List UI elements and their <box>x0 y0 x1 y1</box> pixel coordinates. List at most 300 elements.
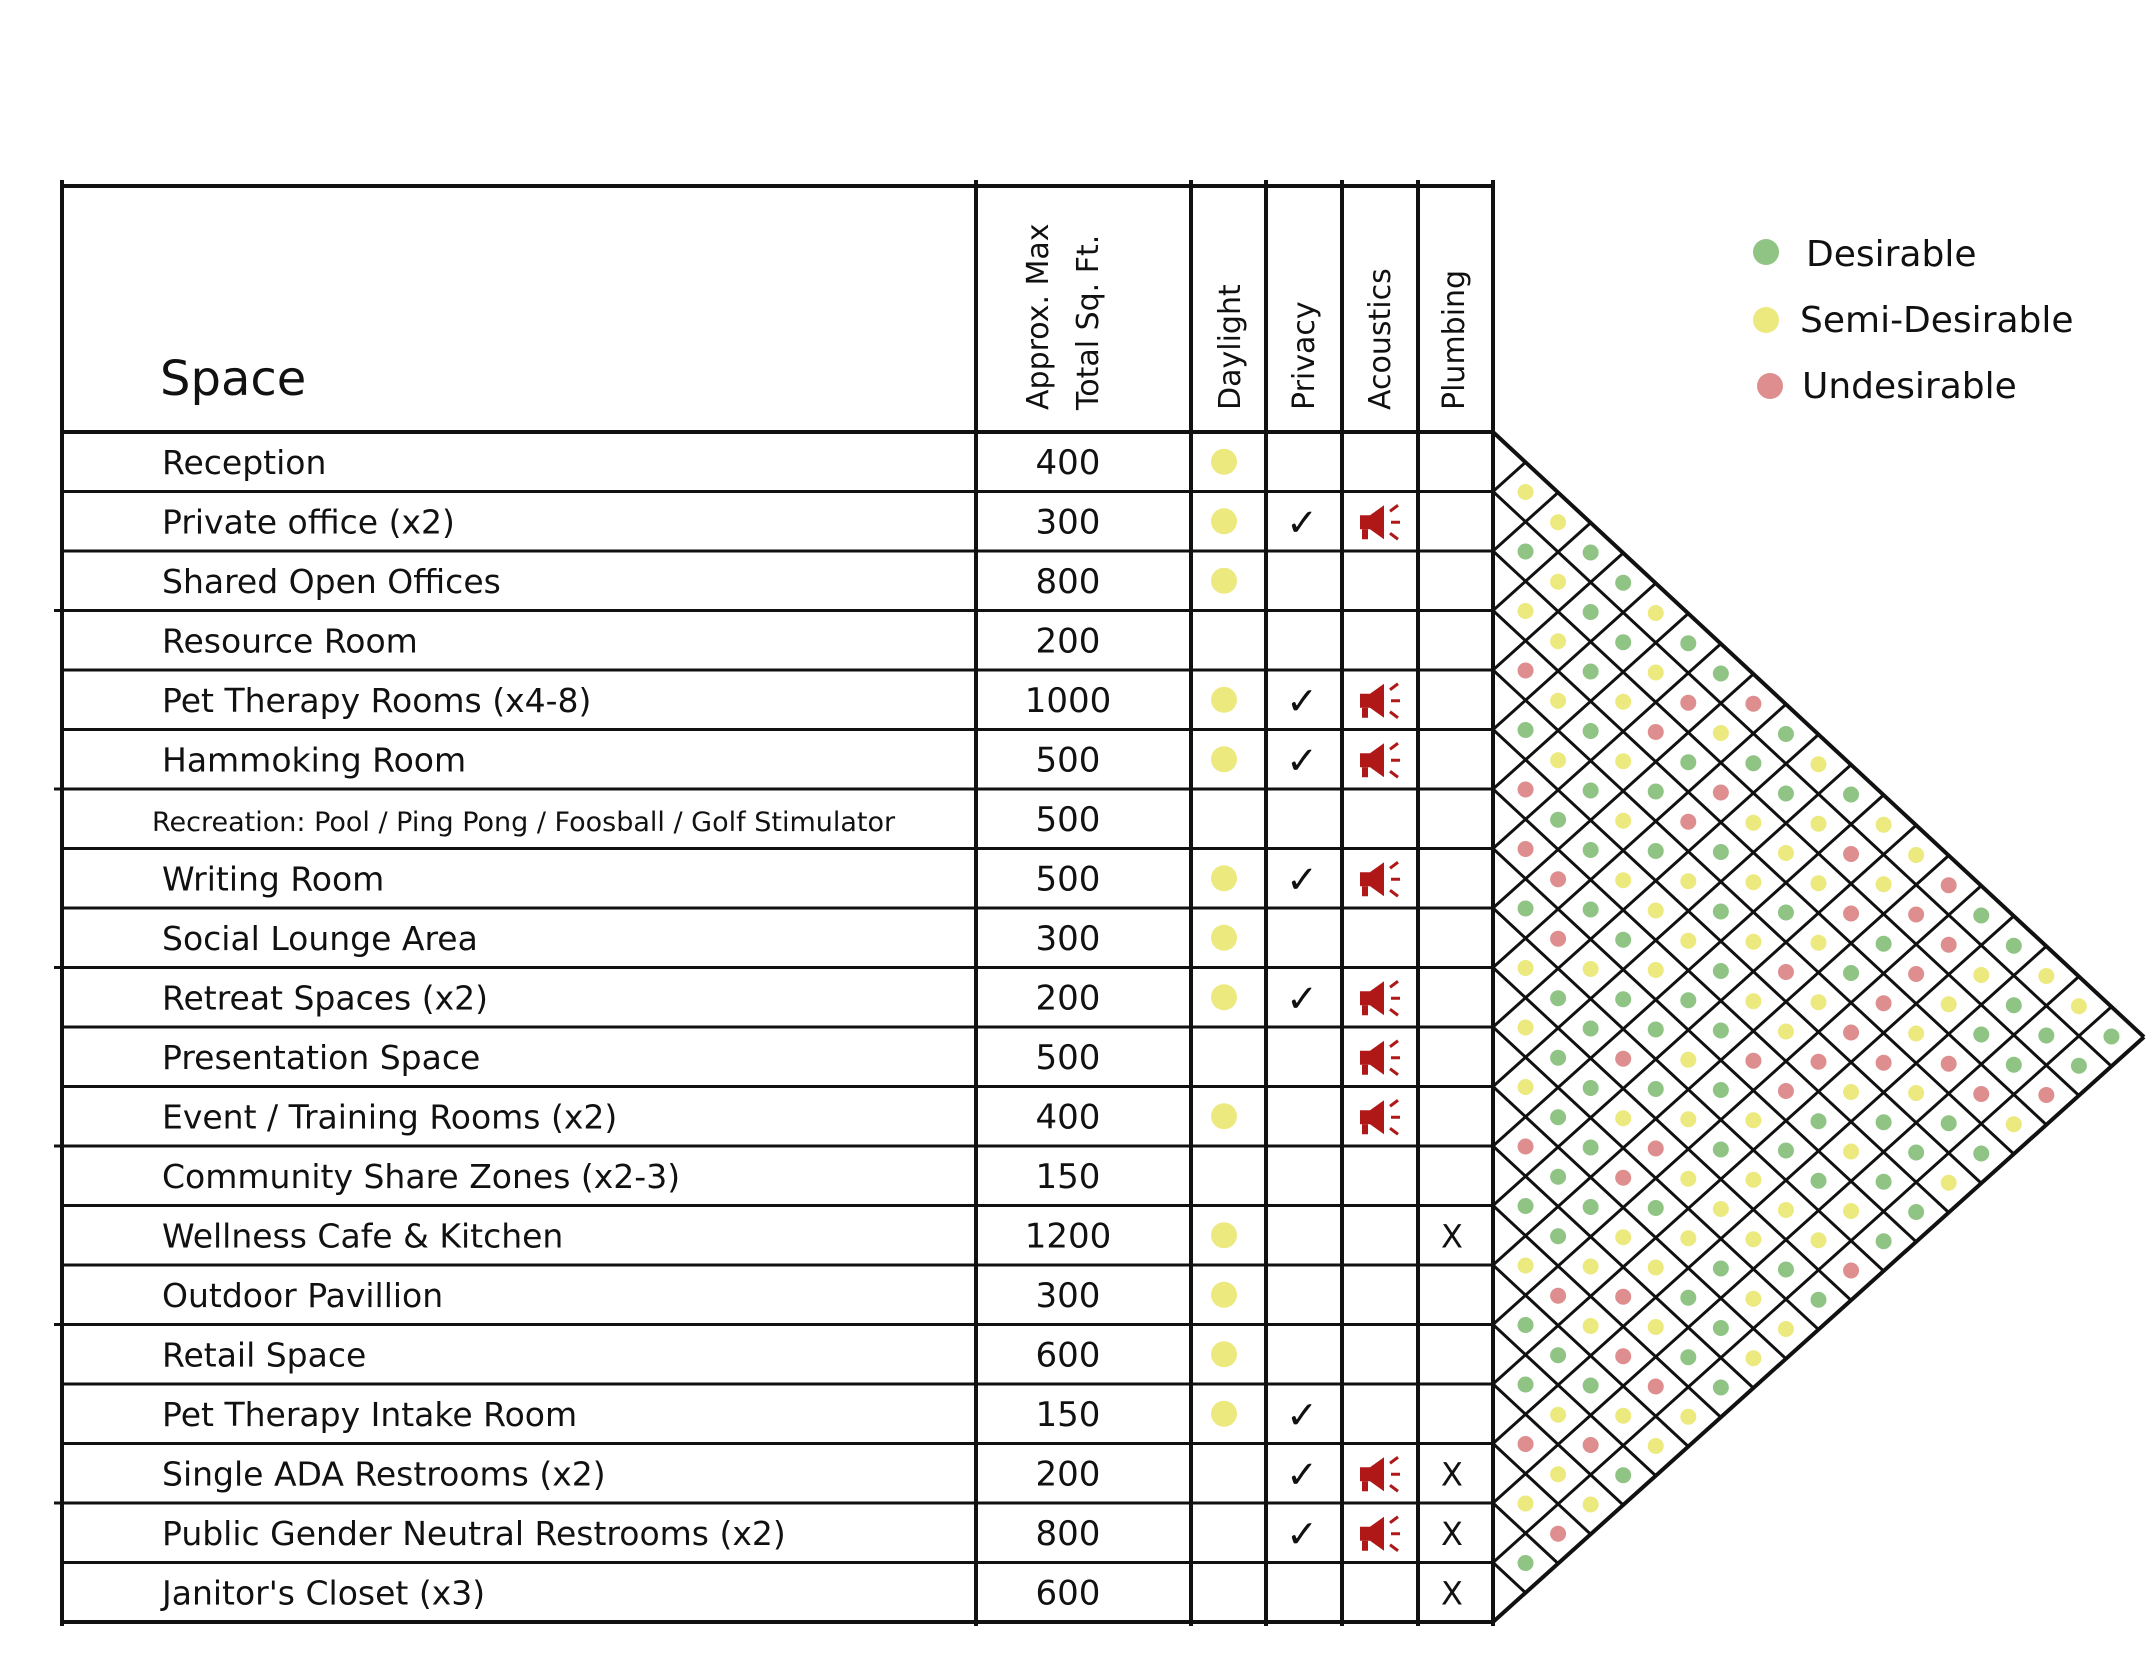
matrix-adjacency-dot <box>1615 1408 1631 1424</box>
table-row <box>162 1097 1400 1137</box>
matrix-adjacency-dot <box>1518 1020 1534 1036</box>
matrix-adjacency-dot <box>1680 1171 1696 1187</box>
matrix-adjacency-dot <box>1843 965 1859 981</box>
table-row <box>162 500 1400 544</box>
matrix-adjacency-dot <box>1843 787 1859 803</box>
row-sqft-value: 600 <box>1035 1335 1101 1376</box>
row-sqft-value: 800 <box>1035 561 1101 602</box>
matrix-adjacency-dot <box>1615 1229 1631 1245</box>
matrix-adjacency-dot <box>1713 1142 1729 1158</box>
acoustics-speaker-icon <box>1360 505 1400 539</box>
matrix-adjacency-dot <box>1713 1320 1729 1336</box>
matrix-adjacency-dot <box>1550 514 1566 530</box>
matrix-adjacency-dot <box>1518 1436 1534 1452</box>
acoustics-speaker-icon <box>1360 1041 1400 1075</box>
row-sqft-value: 200 <box>1035 978 1101 1019</box>
matrix-adjacency-dot <box>1680 992 1696 1008</box>
matrix-adjacency-dot <box>1778 1143 1794 1159</box>
matrix-adjacency-dot <box>1876 1233 1892 1249</box>
matrix-adjacency-dot <box>1713 785 1729 801</box>
matrix-adjacency-dot <box>1550 1109 1566 1125</box>
matrix-adjacency-dot <box>1615 694 1631 710</box>
matrix-adjacency-dot <box>1811 935 1827 951</box>
matrix-adjacency-dot <box>1615 813 1631 829</box>
matrix-adjacency-dot <box>1583 961 1599 977</box>
table-row <box>162 679 1400 723</box>
table-row <box>162 919 1237 959</box>
matrix-adjacency-dot <box>1811 1054 1827 1070</box>
matrix-adjacency-dot <box>1518 544 1534 560</box>
legend-label-semi-desirable: Semi-Desirable <box>1800 300 2074 341</box>
matrix-adjacency-dot <box>1648 903 1664 919</box>
matrix-adjacency-dot <box>1745 755 1761 771</box>
matrix-grid-line <box>1493 765 1851 1087</box>
plumbing-mark: X <box>1441 1574 1463 1613</box>
matrix-adjacency-dot <box>1973 1086 1989 1102</box>
row-sqft-value: 150 <box>1035 1156 1101 1197</box>
row-sqft-value: 150 <box>1035 1394 1101 1435</box>
row-sqft-value: 1000 <box>1024 680 1112 721</box>
matrix-adjacency-dot <box>1811 1232 1827 1248</box>
row-space-label: Community Share Zones (x2-3) <box>162 1156 681 1196</box>
matrix-adjacency-dot <box>1518 663 1534 679</box>
matrix-adjacency-dot <box>1843 846 1859 862</box>
row-sqft-value: 500 <box>1035 859 1101 900</box>
plumbing-mark: X <box>1441 1514 1463 1553</box>
matrix-adjacency-dot <box>1680 1111 1696 1127</box>
matrix-adjacency-dot <box>1843 1263 1859 1279</box>
matrix-adjacency-dot <box>1583 545 1599 561</box>
acoustics-speaker-icon <box>1360 1457 1400 1491</box>
privacy-check: ✓ <box>1286 857 1318 902</box>
matrix-adjacency-dot <box>2038 968 2054 984</box>
matrix-grid-line <box>1493 795 1884 1146</box>
matrix-adjacency-dot <box>1778 1202 1794 1218</box>
matrix-adjacency-dot <box>1713 666 1729 682</box>
matrix-adjacency-dot <box>1550 1407 1566 1423</box>
matrix-adjacency-dot <box>1745 696 1761 712</box>
row-space-label: Wellness Cafe & Kitchen <box>162 1216 564 1256</box>
daylight-dot <box>1211 1222 1237 1248</box>
matrix-adjacency-dot <box>2006 1057 2022 1073</box>
matrix-adjacency-dot <box>1908 907 1924 923</box>
table-row <box>162 976 1400 1020</box>
matrix-grid-line <box>1493 704 1786 967</box>
row-sqft-value: 800 <box>1035 1513 1101 1554</box>
matrix-adjacency-dot <box>1615 753 1631 769</box>
header-plumbing: Plumbing <box>1437 269 1472 410</box>
matrix-adjacency-dot <box>2006 1116 2022 1132</box>
matrix-adjacency-dot <box>1550 812 1566 828</box>
row-sqft-value: 400 <box>1035 1097 1101 1138</box>
matrix-adjacency-dot <box>1778 845 1794 861</box>
row-sqft-value: 400 <box>1035 442 1101 483</box>
matrix-adjacency-dot <box>1615 1170 1631 1186</box>
matrix-adjacency-dot <box>1518 960 1534 976</box>
matrix-adjacency-dot <box>1680 933 1696 949</box>
matrix-adjacency-dot <box>1583 1080 1599 1096</box>
matrix-adjacency-dot <box>1615 1051 1631 1067</box>
matrix-adjacency-dot <box>1941 1056 1957 1072</box>
matrix-adjacency-dot <box>2038 1087 2054 1103</box>
row-space-label: Hammoking Room <box>162 740 467 780</box>
matrix-adjacency-dot <box>2071 998 2087 1014</box>
matrix-adjacency-dot <box>1550 990 1566 1006</box>
row-sqft-value: 200 <box>1035 1454 1101 1495</box>
matrix-adjacency-dot <box>1648 962 1664 978</box>
table-row <box>152 800 1100 840</box>
matrix-adjacency-dot <box>1583 1318 1599 1334</box>
matrix-adjacency-dot <box>1648 1319 1664 1335</box>
acoustics-speaker-icon <box>1360 862 1400 896</box>
matrix-adjacency-dot <box>1876 1114 1892 1130</box>
matrix-adjacency-dot <box>1518 603 1534 619</box>
matrix-adjacency-dot <box>1680 1230 1696 1246</box>
matrix-grid-line <box>1493 968 1851 1301</box>
matrix-adjacency-dot <box>1518 1377 1534 1393</box>
matrix-adjacency-dot <box>1648 665 1664 681</box>
matrix-adjacency-dot <box>1615 991 1631 1007</box>
row-sqft-value: 500 <box>1035 1037 1101 1078</box>
matrix-adjacency-dot <box>1648 605 1664 621</box>
table-row <box>162 621 1100 661</box>
matrix-adjacency-dot <box>1713 1380 1729 1396</box>
row-sqft-value: 500 <box>1035 799 1101 840</box>
matrix-adjacency-dot <box>1876 876 1892 892</box>
matrix-adjacency-dot <box>1843 906 1859 922</box>
matrix-adjacency-dot <box>1648 784 1664 800</box>
matrix-adjacency-dot <box>1518 1496 1534 1512</box>
matrix-adjacency-dot <box>1680 814 1696 830</box>
privacy-check: ✓ <box>1286 1452 1318 1497</box>
row-space-label: Pet Therapy Intake Room <box>162 1394 578 1434</box>
privacy-check: ✓ <box>1286 678 1318 723</box>
row-space-label: Writing Room <box>162 859 385 899</box>
matrix-adjacency-dot <box>1713 1261 1729 1277</box>
matrix-adjacency-dot <box>1615 1289 1631 1305</box>
matrix-adjacency-dot <box>1518 1198 1534 1214</box>
matrix-adjacency-dot <box>1680 754 1696 770</box>
matrix-adjacency-dot <box>1583 604 1599 620</box>
daylight-dot <box>1211 925 1237 951</box>
matrix-adjacency-dot <box>1583 842 1599 858</box>
matrix-grid-line <box>1493 1087 1786 1359</box>
matrix-adjacency-dot <box>1973 1027 1989 1043</box>
matrix-adjacency-dot <box>1811 875 1827 891</box>
matrix-adjacency-dot <box>1680 1290 1696 1306</box>
matrix-adjacency-dot <box>1615 1348 1631 1364</box>
matrix-grid-line <box>1493 886 1981 1325</box>
privacy-check: ✓ <box>1286 976 1318 1021</box>
table-row <box>162 1393 1318 1437</box>
matrix-adjacency-dot <box>1908 966 1924 982</box>
matrix-adjacency-dot <box>1713 1023 1729 1039</box>
matrix-adjacency-dot <box>1648 1081 1664 1097</box>
acoustics-speaker-icon <box>1360 743 1400 777</box>
table-row <box>162 1157 1100 1197</box>
row-space-label: Private office (x2) <box>162 502 455 542</box>
matrix-adjacency-dot <box>1615 575 1631 591</box>
matrix-adjacency-dot <box>1518 1317 1534 1333</box>
matrix-adjacency-dot <box>2006 938 2022 954</box>
daylight-dot <box>1211 984 1237 1010</box>
legend <box>1753 234 2074 407</box>
table-row <box>162 1276 1237 1316</box>
row-sqft-value: 300 <box>1035 502 1101 543</box>
matrix-adjacency-dot <box>1615 1467 1631 1483</box>
plumbing-mark: X <box>1441 1217 1463 1256</box>
row-space-label: Janitor's Closet (x3) <box>162 1573 486 1613</box>
matrix-adjacency-dot <box>1941 1115 1957 1131</box>
matrix-adjacency-dot <box>1811 1113 1827 1129</box>
matrix-adjacency-dot <box>1908 1026 1924 1042</box>
row-space-label: Presentation Space <box>162 1037 481 1077</box>
matrix-adjacency-dot <box>1615 932 1631 948</box>
row-space-label: Single ADA Restrooms (x2) <box>162 1454 606 1494</box>
header-space: Space <box>160 351 307 407</box>
adjacency-matrix <box>1493 432 2144 1622</box>
row-sqft-value: 300 <box>1035 1275 1101 1316</box>
matrix-adjacency-dot <box>1713 1082 1729 1098</box>
matrix-adjacency-dot <box>1583 723 1599 739</box>
table-row <box>162 1335 1237 1375</box>
matrix-adjacency-dot <box>1550 1466 1566 1482</box>
legend-dot-desirable <box>1753 239 1779 265</box>
privacy-check: ✓ <box>1286 500 1318 545</box>
matrix-adjacency-dot <box>1583 1497 1599 1513</box>
matrix-adjacency-dot <box>1876 995 1892 1011</box>
matrix-adjacency-dot <box>1973 967 1989 983</box>
matrix-adjacency-dot <box>1876 817 1892 833</box>
daylight-dot <box>1211 746 1237 772</box>
acoustics-speaker-icon <box>1360 981 1400 1015</box>
matrix-grid-line <box>1493 730 1981 1184</box>
matrix-adjacency-dot <box>1745 1053 1761 1069</box>
matrix-adjacency-dot <box>1843 1025 1859 1041</box>
matrix-adjacency-dot <box>1811 994 1827 1010</box>
matrix-adjacency-dot <box>1680 635 1696 651</box>
matrix-adjacency-dot <box>1583 902 1599 918</box>
matrix-adjacency-dot <box>1550 752 1566 768</box>
header-acoustics: Acoustics <box>1363 268 1398 410</box>
row-space-label: Retail Space <box>162 1335 367 1375</box>
matrix-adjacency-dot <box>2038 1028 2054 1044</box>
legend-label-undesirable: Undesirable <box>1802 366 2017 407</box>
matrix-adjacency-dot <box>1745 815 1761 831</box>
matrix-adjacency-dot <box>1843 1203 1859 1219</box>
matrix-adjacency-dot <box>1745 1291 1761 1307</box>
matrix-adjacency-dot <box>1518 1079 1534 1095</box>
matrix-adjacency-dot <box>1550 1347 1566 1363</box>
matrix-adjacency-dot <box>2103 1029 2119 1045</box>
acoustics-speaker-icon <box>1360 1100 1400 1134</box>
matrix-adjacency-dot <box>1811 1173 1827 1189</box>
matrix-adjacency-dot <box>1550 931 1566 947</box>
matrix-adjacency-dot <box>1615 1110 1631 1126</box>
row-space-label: Pet Therapy Rooms (x4-8) <box>162 680 592 720</box>
matrix-grid-line <box>1493 916 2014 1384</box>
matrix-adjacency-dot <box>1908 1204 1924 1220</box>
matrix-adjacency-dot <box>1778 1262 1794 1278</box>
matrix-adjacency-dot <box>1648 1438 1664 1454</box>
matrix-grid-line <box>1493 583 1656 729</box>
matrix-adjacency-dot <box>1745 993 1761 1009</box>
matrix-adjacency-dot <box>1745 1231 1761 1247</box>
matrix-adjacency-dot <box>1941 996 1957 1012</box>
matrix-adjacency-dot <box>1648 724 1664 740</box>
matrix-adjacency-dot <box>1908 1145 1924 1161</box>
privacy-check: ✓ <box>1286 738 1318 783</box>
matrix-adjacency-dot <box>1583 1259 1599 1275</box>
row-sqft-value: 1200 <box>1024 1216 1112 1257</box>
matrix-adjacency-dot <box>1518 782 1534 798</box>
row-space-label: Shared Open Offices <box>162 561 501 601</box>
row-sqft-value: 300 <box>1035 918 1101 959</box>
header-daylight: Daylight <box>1213 284 1248 410</box>
table-row <box>162 857 1400 901</box>
table-row <box>162 443 1237 483</box>
legend-label-desirable: Desirable <box>1806 234 1977 275</box>
matrix-grid-line <box>1493 1325 1656 1476</box>
matrix-adjacency-dot <box>1973 1146 1989 1162</box>
matrix-adjacency-dot <box>1680 1349 1696 1365</box>
matrix-adjacency-dot <box>1713 1201 1729 1217</box>
acoustics-speaker-icon <box>1360 684 1400 718</box>
matrix-adjacency-dot <box>1778 964 1794 980</box>
header-privacy: Privacy <box>1287 301 1322 410</box>
matrix-adjacency-dot <box>1680 873 1696 889</box>
matrix-adjacency-dot <box>1713 844 1729 860</box>
matrix-adjacency-dot <box>1550 574 1566 590</box>
matrix-adjacency-dot <box>1973 908 1989 924</box>
matrix-adjacency-dot <box>1550 633 1566 649</box>
matrix-adjacency-dot <box>1518 722 1534 738</box>
matrix-adjacency-dot <box>1583 783 1599 799</box>
row-space-label: Recreation: Pool / Ping Pong / Foosball / Golf Stimulator <box>152 806 896 838</box>
matrix-adjacency-dot <box>1518 901 1534 917</box>
daylight-dot <box>1211 449 1237 475</box>
matrix-adjacency-dot <box>1778 1083 1794 1099</box>
matrix-adjacency-dot <box>1680 1409 1696 1425</box>
matrix-adjacency-dot <box>1583 1021 1599 1037</box>
matrix-adjacency-dot <box>1550 1228 1566 1244</box>
matrix-adjacency-dot <box>1713 725 1729 741</box>
matrix-adjacency-dot <box>1941 877 1957 893</box>
matrix-adjacency-dot <box>1648 1200 1664 1216</box>
table-row <box>162 1038 1400 1078</box>
row-space-label: Social Lounge Area <box>162 918 478 958</box>
matrix-grid-line <box>1493 735 1819 1028</box>
header-sqft <box>1021 223 1106 411</box>
matrix-adjacency-dot <box>1778 905 1794 921</box>
matrix-adjacency-dot <box>1876 936 1892 952</box>
matrix-adjacency-dot <box>1518 484 1534 500</box>
row-space-label: Retreat Spaces (x2) <box>162 978 489 1018</box>
matrix-adjacency-dot <box>2006 997 2022 1013</box>
matrix-adjacency-dot <box>1811 1292 1827 1308</box>
row-space-label: Public Gender Neutral Restrooms (x2) <box>162 1513 786 1553</box>
matrix-adjacency-dot <box>1648 1260 1664 1276</box>
daylight-dot <box>1211 508 1237 534</box>
plumbing-mark: X <box>1441 1455 1463 1494</box>
matrix-adjacency-dot <box>1518 1139 1534 1155</box>
row-sqft-value: 600 <box>1035 1573 1101 1614</box>
matrix-adjacency-dot <box>1615 634 1631 650</box>
row-space-label: Resource Room <box>162 621 418 661</box>
matrix-adjacency-dot <box>1713 904 1729 920</box>
matrix-adjacency-dot <box>1778 786 1794 802</box>
matrix-adjacency-dot <box>1583 1378 1599 1394</box>
matrix-adjacency-dot <box>1518 1258 1534 1274</box>
matrix-adjacency-dot <box>1583 664 1599 680</box>
matrix-adjacency-dot <box>1583 1437 1599 1453</box>
daylight-dot <box>1211 1103 1237 1129</box>
table-row <box>162 562 1237 602</box>
matrix-adjacency-dot <box>1745 1350 1761 1366</box>
matrix-adjacency-dot <box>1713 963 1729 979</box>
matrix-adjacency-dot <box>1680 1052 1696 1068</box>
header-sqft-line2: Total Sq. Ft. <box>1071 234 1106 410</box>
matrix-adjacency-dot <box>1778 1024 1794 1040</box>
matrix-adjacency-dot <box>1876 1174 1892 1190</box>
row-space-label: Outdoor Pavillion <box>162 1275 444 1315</box>
matrix-adjacency-dot <box>1941 1175 1957 1191</box>
matrix-adjacency-dot <box>1648 1022 1664 1038</box>
matrix-adjacency-dot <box>1745 874 1761 890</box>
matrix-adjacency-dot <box>1583 1140 1599 1156</box>
daylight-dot <box>1211 568 1237 594</box>
matrix-grid-line <box>1493 977 2079 1504</box>
header-sqft-line1: Approx. Max <box>1021 223 1056 410</box>
matrix-adjacency-dot <box>2071 1058 2087 1074</box>
matrix-adjacency-dot <box>1550 1288 1566 1304</box>
matrix-adjacency-dot <box>1745 1172 1761 1188</box>
matrix-adjacency-dot <box>1811 816 1827 832</box>
matrix-adjacency-dot <box>1518 1555 1534 1571</box>
legend-dot-semi-desirable <box>1753 307 1779 333</box>
daylight-dot <box>1211 1401 1237 1427</box>
row-space-label: Reception <box>162 442 327 482</box>
matrix-adjacency-dot <box>1648 1141 1664 1157</box>
row-space-label: Event / Training Rooms (x2) <box>162 1097 618 1137</box>
row-sqft-value: 500 <box>1035 740 1101 781</box>
matrix-grid-line <box>1493 946 2046 1443</box>
matrix-adjacency-dot <box>1843 1144 1859 1160</box>
matrix-adjacency-dot <box>1583 1199 1599 1215</box>
matrix-adjacency-dot <box>1550 871 1566 887</box>
legend-dot-undesirable <box>1757 373 1783 399</box>
matrix-adjacency-dot <box>1648 843 1664 859</box>
matrix-grid-line <box>1493 492 2111 1067</box>
matrix-adjacency-dot <box>1680 695 1696 711</box>
daylight-dot <box>1211 1282 1237 1308</box>
matrix-adjacency-dot <box>1550 1526 1566 1542</box>
matrix-adjacency-dot <box>1778 726 1794 742</box>
matrix-adjacency-dot <box>1778 1321 1794 1337</box>
row-sqft-value: 200 <box>1035 621 1101 662</box>
daylight-dot <box>1211 1341 1237 1367</box>
privacy-check: ✓ <box>1286 1511 1318 1556</box>
matrix-adjacency-dot <box>1908 1085 1924 1101</box>
matrix-adjacency-dot <box>1615 872 1631 888</box>
matrix-adjacency-dot <box>1518 841 1534 857</box>
matrix-adjacency-dot <box>1745 1112 1761 1128</box>
matrix-adjacency-dot <box>1550 1169 1566 1185</box>
matrix-adjacency-dot <box>1648 1379 1664 1395</box>
matrix-adjacency-dot <box>1550 693 1566 709</box>
daylight-dot <box>1211 865 1237 891</box>
matrix-adjacency-dot <box>1745 934 1761 950</box>
